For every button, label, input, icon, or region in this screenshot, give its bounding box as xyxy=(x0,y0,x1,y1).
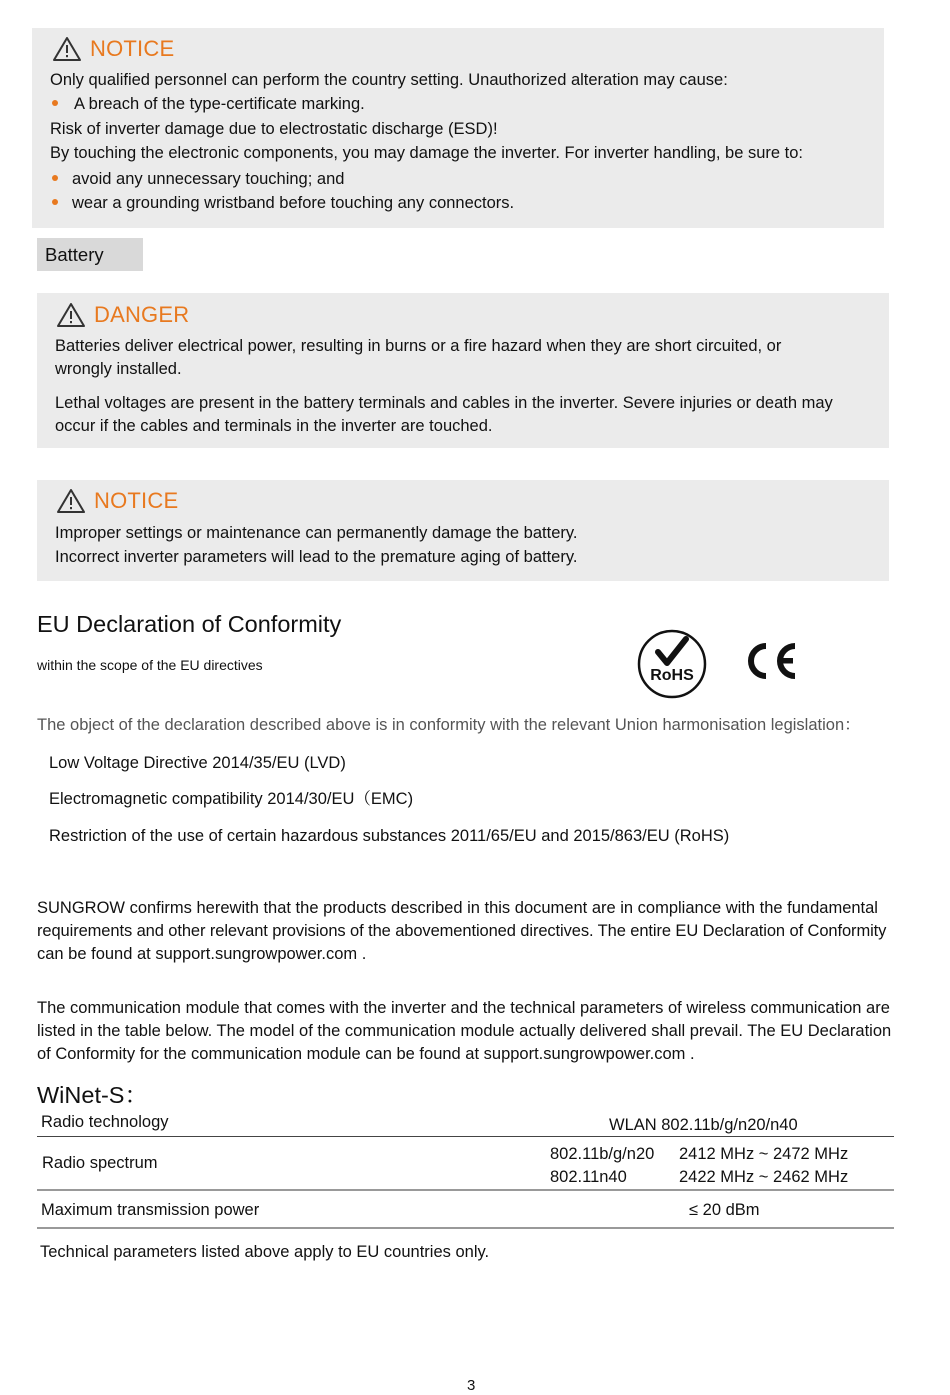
danger-p2-line2: occur if the cables and terminals in the inverter are touched. xyxy=(55,417,493,435)
bullet-dot xyxy=(52,199,58,205)
notice-title xyxy=(52,36,174,62)
bullet-dot xyxy=(52,175,58,181)
notice2-line-2: Incorrect inverter parameters will lead to the premature aging of battery. xyxy=(55,548,578,566)
warning-triangle-icon xyxy=(56,488,86,514)
notice-title xyxy=(56,488,178,514)
table-footnote: Technical parameters listed above apply to EU countries only. xyxy=(40,1243,490,1261)
rohs-logo-icon xyxy=(637,628,709,700)
table-row1-value: WLAN 802.11b/g/n20/n40 xyxy=(609,1116,798,1134)
notice-title-text: NOTICE xyxy=(94,488,179,513)
confirm-line-1: SUNGROW confirms herewith that the products described in this document are in compliance with the fundamental xyxy=(37,899,878,917)
table-divider xyxy=(37,1136,894,1137)
notice-line-2: Risk of inverter damage due to electrostatic discharge (ESD)! xyxy=(50,120,498,138)
confirm-line-2: requirements and other relevant provisions of the abovementioned directives. The entire EU Declaration of Conformity xyxy=(37,922,887,940)
module-line-1: The communication module that comes with the inverter and the technical parameters of wireless communication are xyxy=(37,999,890,1017)
module-line-3: of Conformity for the communication module can be found at support.sungrowpower.com . xyxy=(37,1045,695,1063)
table-row2-freq1: 2412 MHz ~ 2472 MHz xyxy=(679,1145,849,1163)
notice-bullet-1 xyxy=(52,94,365,114)
table-row2-freq2: 2422 MHz ~ 2462 MHz xyxy=(679,1168,849,1186)
bullet-text: avoid any unnecessary touching; and xyxy=(72,170,345,188)
ce-mark-icon xyxy=(742,640,800,682)
danger-p1-line1: Batteries deliver electrical power, resulting in burns or a fire hazard when they are short circuited, or xyxy=(55,337,782,355)
bullet-text: A breach of the type-certificate marking. xyxy=(74,95,365,113)
notice-line-3: By touching the electronic components, you may damage the inverter. For inverter handling, be sure to: xyxy=(50,144,803,162)
ce-mark-text: CE xyxy=(742,640,744,641)
table-row3-label: Maximum transmission power xyxy=(41,1201,260,1219)
bullet-dot xyxy=(52,100,58,106)
warning-triangle-icon xyxy=(52,36,82,62)
directive-rohs: Restriction of the use of certain hazardous substances 2011/65/EU and 2015/863/EU (RoHS) xyxy=(49,827,730,845)
danger-p1-line2: wrongly installed. xyxy=(55,360,182,378)
notice-title-text: NOTICE xyxy=(90,36,175,61)
danger-title-text: DANGER xyxy=(94,302,190,327)
table-divider xyxy=(37,1227,894,1229)
table-row2-std1: 802.11b/g/n20 xyxy=(550,1145,655,1163)
notice-bullet-2 xyxy=(52,169,344,189)
confirm-line-3: can be found at support.sungrowpower.com . xyxy=(37,945,367,963)
eu-declaration-heading: EU Declaration of Conformity xyxy=(37,611,342,637)
danger-title xyxy=(56,302,189,328)
page-number: 3 xyxy=(467,1377,476,1394)
eu-object-text: The object of the declaration described above is in conformity with the relevant Union harmonisation legislation： xyxy=(37,716,861,734)
danger-p2-line1: Lethal voltages are present in the battery terminals and cables in the inverter. Severe injuries or death may xyxy=(55,394,833,412)
eu-subheading: within the scope of the EU directives xyxy=(37,657,263,673)
rohs-logo-text: RoHS xyxy=(650,667,694,684)
notice2-line-1: Improper settings or maintenance can permanently damage the battery. xyxy=(55,524,578,542)
table-row2-std2: 802.11n40 xyxy=(550,1168,627,1186)
warning-triangle-icon xyxy=(56,302,86,328)
table-row2-label: Radio spectrum xyxy=(42,1154,158,1172)
directive-lvd: Low Voltage Directive 2014/35/EU (LVD) xyxy=(49,754,346,772)
directive-emc: Electromagnetic compatibility 2014/30/EU（EMC) xyxy=(49,790,414,808)
table-row1-label: Radio technology xyxy=(41,1113,169,1131)
module-line-2: listed in the table below. The model of the communication module actually delivered shall prevail. The EU Declaration xyxy=(37,1022,892,1040)
notice-bullet-3 xyxy=(52,193,514,213)
battery-section-heading: Battery xyxy=(37,238,143,271)
notice-line-1: Only qualified personnel can perform the country setting. Unauthorized alteration may cause: xyxy=(50,71,728,89)
bullet-text: wear a grounding wristband before touching any connectors. xyxy=(72,194,515,212)
winet-heading: WiNet-S： xyxy=(37,1082,148,1108)
table-divider xyxy=(37,1189,894,1191)
table-row3-value: ≤ 20 dBm xyxy=(689,1201,760,1219)
